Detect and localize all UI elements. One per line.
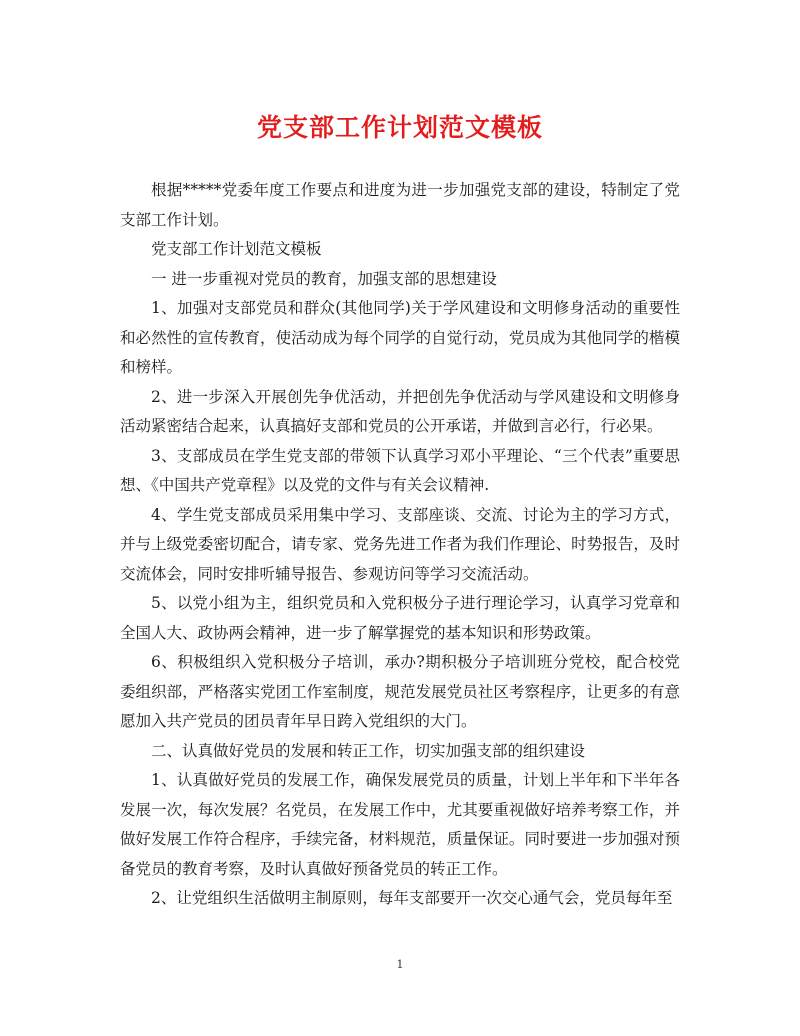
page-number: 1 (396, 958, 404, 971)
document-body (120, 176, 680, 914)
paragraph-item-1-4: 4、学生党支部成员采用集中学习、支部座谈、交流、讨论为主的学习方式，并与上级党委密切配合，请专家、党务先进工作者为我们作理论、时势报告，及时交流体会，同时安排听辅导报告、参观访问等学习交流活动。 (120, 505, 680, 583)
paragraph-item-1-1: 1、加强对支部党员和群众(其他同学)关于学风建设和文明修身活动的重要性和必然性的宣传教育，使活动成为每个同学的自觉行动，党员成为其他同学的楷模和榜样。 (120, 299, 680, 376)
paragraph-item-1-5: 5、以党小组为主，组织党员和入党积极分子进行理论学习，认真学习党章和全国人大、政协两会精神，进一步了解掌握党的基本知识和形势政策。 (120, 594, 680, 642)
paragraph-item-1-2: 2、进一步深入开展创先争优活动，并把创先争优活动与学风建设和文明修身活动紧密结合起来，认真搞好支部和党员的公开承诺，并做到言必行，行必果。 (120, 387, 680, 435)
section-heading-2: 二、认真做好党员的发展和转正工作，切实加强支部的组织建设 (151, 741, 586, 760)
paragraph-subtitle: 党支部工作计划范文模板 (151, 240, 322, 258)
paragraph-intro: 根据*****党委年度工作要点和进度为进一步加强党支部的建设，特制定了党支部工作计划。 (120, 181, 680, 229)
section-heading-1: 一 进一步重视对党员的教育，加强支部的思想建设 (151, 269, 497, 288)
document-title: 党支部工作计划范文模板 (256, 113, 543, 142)
paragraph-item-1-6: 6、积极组织入党积极分子培训，承办?期积极分子培训班分党校，配合校党委组织部，严格落实党团工作室制度，规范发展党员社区考察程序，让更多的有意愿加入共产党员的团员青年早日跨入党组织的大门。 (120, 653, 680, 730)
paragraph-item-2-1: 1、认真做好党员的发展工作，确保发展党员的质量，计划上半年和下半年各发展一次，每次发展？名党员，在发展工作中，尤其要重视做好培养考察工作，并做好发展工作符合程序，手续完备，材料规范，质量保证。同时要进一步加强对预备党员的教育考察，及时认真做好预备党员的转正工作。 (120, 771, 680, 878)
paragraph-item-1-3: 3、支部成员在学生党支部的带领下认真学习邓小平理论、“三个代表”重要思想、《中国共产党章程》以及党的文件与有关会议精神. (120, 446, 680, 494)
paragraph-item-2-2: 2、让党组织生活做明主制原则，每年支部要开一次交心通气会，党员每年至 (151, 889, 673, 907)
